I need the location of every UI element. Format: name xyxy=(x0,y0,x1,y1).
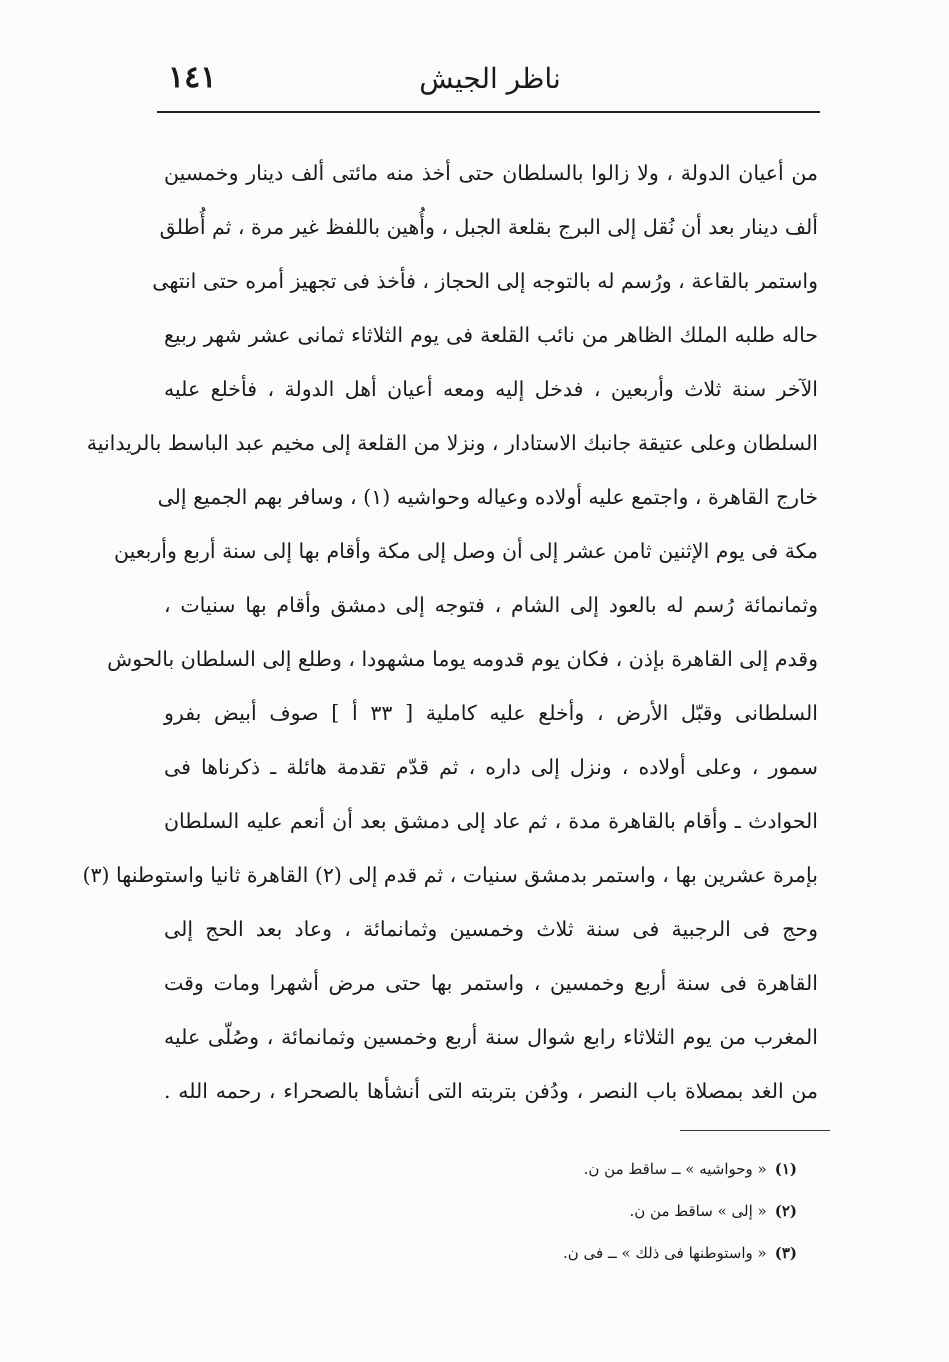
text-line: وقدم إلى القاهرة بإذن ، فكان يوم قدومه يوما مشهودا ، وطلع إلى السلطان بالحوش xyxy=(107,647,818,671)
text-line: القاهرة فى سنة أربع وخمسين ، واستمر بها حتى مرض أشهرا ومات وقت xyxy=(164,971,818,995)
footnote-number: (١) xyxy=(774,1160,797,1178)
text-line: السلطانى وقبّل الأرض ، وأخلع عليه كاملية [ ٣٣ أ ] صوف أبيض بفرو xyxy=(164,701,818,725)
text-line: من الغد بمصلاة باب النصر ، ودُفن بتربته التى أنشأها بالصحراء ، رحمه الله . xyxy=(164,1079,818,1103)
footnote-rule xyxy=(680,1130,830,1131)
text-line: السلطان وعلى عتيقة جانبك الاستادار ، ونزلا من القلعة إلى مخيم عبد الباسط بالريدانية xyxy=(86,431,818,455)
footnote-number: (٢) xyxy=(774,1202,797,1220)
text-line: واستمر بالقاعة ، ورُسم له بالتوجه إلى الحجاز ، فأخذ فى تجهيز أمره حتى انتهى xyxy=(152,269,818,293)
text-line: سمور ، وعلى أولاده ، ونزل إلى داره ، ثم قدّم تقدمة هائلة ـ ذكرناها فى xyxy=(164,755,818,779)
footnote xyxy=(563,1232,797,1274)
text-line: المغرب من يوم الثلاثاء رابع شوال سنة أربع وخمسين وثمانمائة ، وصُلّى عليه xyxy=(164,1025,818,1049)
text-line: من أعيان الدولة ، ولا زالوا بالسلطان حتى أخذ منه مائتى ألف دينار وخمسين xyxy=(164,161,818,185)
footnote xyxy=(563,1190,797,1232)
text-line: مكة فى يوم الإثنين ثامن عشر إلى أن وصل إلى مكة وأقام بها إلى سنة أربع وأربعين xyxy=(113,539,818,563)
text-line: بإمرة عشرين بها ، واستمر بدمشق سنيات ، ثم قدم إلى (٢) القاهرة ثانيا واستوطنها (٣) xyxy=(82,863,818,887)
text-line: خارج القاهرة ، واجتمع عليه أولاده وعياله وحواشيه (١) ، وسافر بهم الجميع إلى xyxy=(157,485,818,509)
text-line: وثمانمائة رُسم له بالعود إلى الشام ، فتوجه إلى دمشق وأقام بها سنيات ، xyxy=(164,593,818,617)
footnote-number: (٣) xyxy=(774,1244,797,1262)
running-title: ناظر الجيش xyxy=(419,62,561,95)
footnotes xyxy=(563,1148,797,1274)
text-line: ألف دينار بعد أن نُقل إلى البرج بقلعة الجبل ، وأُهين باللفظ غير مرة ، ثم أُطلق xyxy=(159,215,818,239)
text-line: حاله طلبه الملك الظاهر من نائب القلعة فى يوم الثلاثاء ثمانى عشر شهر ربيع xyxy=(164,323,818,347)
footnote-text: « وحواشيه » ــ ساقط من ن. xyxy=(583,1160,767,1178)
body-text xyxy=(82,146,818,1118)
header-rule xyxy=(157,111,820,113)
text-line: الحوادث ـ وأقام بالقاهرة مدة ، ثم عاد إلى دمشق بعد أن أنعم عليه السلطان xyxy=(164,809,818,833)
footnote-text: « واستوطنها فى ذلك » ــ فى ن. xyxy=(562,1244,767,1262)
page-number: ١٤١ xyxy=(168,60,217,95)
footnote xyxy=(563,1148,797,1190)
text-line: الآخر سنة ثلاث وأربعين ، فدخل إليه ومعه أعيان أهل الدولة ، فأخلع عليه xyxy=(164,377,818,401)
footnote-text: « إلى » ساقط من ن. xyxy=(629,1202,767,1220)
text-line: وحج فى الرجبية فى سنة ثلاث وخمسين وثمانمائة ، وعاد بعد الحج إلى xyxy=(164,917,818,941)
